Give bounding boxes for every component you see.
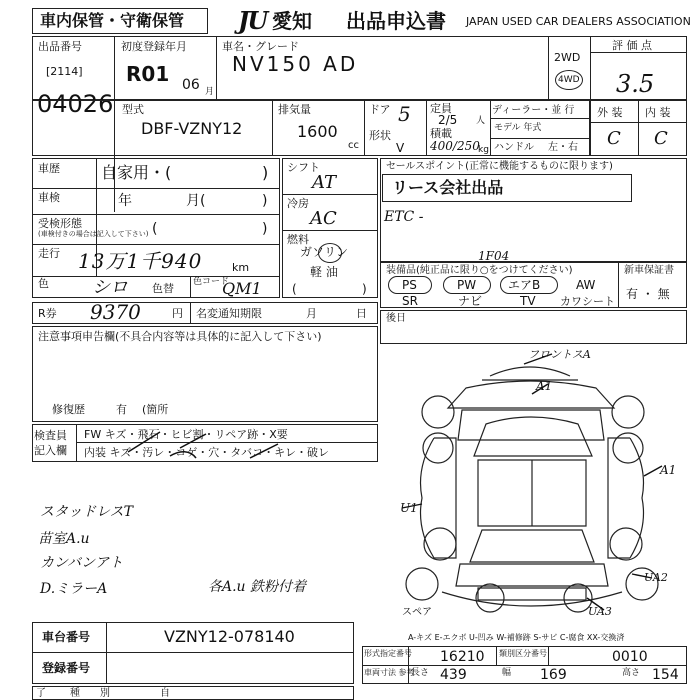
inspection-label: 車検 bbox=[38, 191, 60, 204]
shape-value: V bbox=[396, 141, 405, 155]
history-close: ) bbox=[262, 163, 269, 182]
registration-month: 06 bbox=[182, 77, 200, 93]
spec-height: 154 bbox=[652, 667, 679, 683]
form-title: 出品申込書 bbox=[346, 9, 446, 33]
mileage-unit: km bbox=[232, 261, 250, 274]
warranty-label: 新車保証書 bbox=[624, 265, 674, 276]
color-code: QM1 bbox=[222, 279, 262, 298]
equipment-airbag: エアB bbox=[508, 278, 541, 292]
reg-number-label: 登録番号 bbox=[42, 661, 91, 675]
doors-value: 5 bbox=[398, 102, 411, 126]
exterior-label: 外 装 bbox=[597, 106, 623, 119]
diagram-label-ua3: UA3 bbox=[588, 605, 612, 618]
repair-spot: (箇所 bbox=[142, 403, 169, 416]
rating-label: 評 価 点 bbox=[612, 39, 652, 52]
sales-point-line2: ETC - bbox=[384, 209, 424, 225]
handle-options: 左・右 bbox=[548, 142, 578, 153]
diagram-label-a1-front: A1 bbox=[536, 379, 553, 393]
equipment-handwritten: 1F04 bbox=[478, 249, 510, 263]
chassis-value: VZNY12-078140 bbox=[164, 627, 295, 646]
rating-frame bbox=[590, 36, 687, 156]
equipment-ps: PS bbox=[402, 278, 417, 292]
history-value: 自家用・( bbox=[101, 163, 172, 182]
car-name-value: NV150 AD bbox=[232, 52, 359, 76]
model-label: 型式 bbox=[122, 103, 144, 116]
drive-4wd: 4WD bbox=[558, 75, 580, 85]
exterior-grade: C bbox=[607, 128, 621, 149]
remark-1: スタッドレスT bbox=[40, 504, 133, 520]
shape-label: 形状 bbox=[369, 129, 391, 142]
recycle-unit: 円 bbox=[172, 307, 183, 320]
remark-2: 苗室A.u bbox=[38, 531, 90, 547]
fuel-label: 燃料 bbox=[287, 233, 309, 246]
diagram-label-a1-right: A1 bbox=[660, 463, 677, 477]
color-value: シロ bbox=[92, 277, 128, 298]
inspector-fw-row: FW キズ・飛石・ヒビ割・リペア跡・X要 bbox=[84, 428, 288, 441]
load-unit: kg bbox=[478, 145, 489, 155]
model-value: DBF-VZNY12 bbox=[141, 119, 243, 138]
registration-year: R01 bbox=[126, 62, 170, 86]
name-change-day: 日 bbox=[356, 307, 367, 320]
fuel-open: ( bbox=[292, 282, 297, 296]
repair-value: 有 bbox=[116, 403, 127, 416]
storage-text: 車内保管・守衛保管 bbox=[40, 11, 185, 30]
spec-type-value: 16210 bbox=[440, 649, 485, 665]
footer-doc-5: 自 bbox=[160, 688, 170, 699]
name-change-month: 月 bbox=[306, 307, 317, 320]
load-label: 積載 bbox=[430, 127, 452, 140]
drive-2wd: 2WD bbox=[554, 51, 581, 64]
displacement-label: 排気量 bbox=[278, 103, 311, 116]
car-damage-diagram bbox=[382, 348, 682, 638]
spec-width-label: 幅 bbox=[502, 668, 512, 678]
footer-frame bbox=[32, 686, 354, 700]
inspection-year: 年 bbox=[118, 193, 132, 209]
fuel-close: ) bbox=[362, 282, 367, 296]
spec-size-label: 車両寸法 参考 bbox=[364, 668, 415, 677]
footer-doc-1: 了 bbox=[36, 688, 46, 699]
displacement-value: 1600 bbox=[297, 122, 338, 141]
color-label: 色 bbox=[38, 277, 49, 290]
spec-class-value: 0010 bbox=[612, 649, 648, 665]
spec-class-label: 類別区分番号 bbox=[499, 649, 547, 658]
inspector-interior-row: 内装 キズ・汚レ・コゲ・穴・タバコ・キレ・破レ bbox=[84, 446, 330, 459]
shift-label: シフト bbox=[287, 161, 320, 174]
lot-label: 出品番号 bbox=[38, 40, 82, 53]
recycle-label: R券 bbox=[38, 307, 57, 320]
fuel-options-1: ガソリン bbox=[300, 245, 349, 259]
footer-doc-2: 種 bbox=[70, 688, 80, 699]
capacity-value: 2/5 bbox=[438, 113, 458, 127]
registration-month-unit: 月 bbox=[205, 87, 215, 97]
shift-value: AT bbox=[312, 172, 337, 193]
diagram-label-spare: スペア bbox=[402, 607, 432, 618]
dealer-label: ディーラー・並 行 bbox=[492, 105, 575, 116]
association-english: JAPAN USED CAR DEALERS ASSOCIATION bbox=[466, 15, 691, 28]
spec-width: 169 bbox=[540, 667, 567, 683]
capacity-unit: 人 bbox=[476, 116, 486, 126]
lot-code: [2114] bbox=[46, 65, 83, 78]
color-code-label: 色コード bbox=[193, 277, 230, 287]
footer-doc-3: 別 bbox=[100, 688, 110, 699]
spec-type-label: 形式指定番号 bbox=[364, 649, 412, 658]
aircon-label: 冷房 bbox=[287, 197, 309, 210]
sales-point-label: セールスポイント(正常に機能するものに限ります) bbox=[386, 161, 613, 172]
mileage-label: 走行 bbox=[38, 247, 60, 260]
receiving-label: 受検形態 bbox=[38, 217, 82, 230]
spec-length-label: 長さ bbox=[411, 668, 430, 678]
displacement-unit: cc bbox=[348, 140, 359, 151]
load-value: 400/250 bbox=[430, 139, 480, 153]
car-name-label: 車名・グレード bbox=[222, 40, 299, 53]
damage-legend: A-キズ E-エクボ U-凹み W-補修跡 S-サビ C-腐食 XX-交換済 bbox=[408, 633, 625, 642]
repair-label: 修復歴 bbox=[52, 403, 85, 416]
recycle-value: 9370 bbox=[90, 300, 141, 324]
interior-grade: C bbox=[654, 128, 668, 149]
inspection-close: ) bbox=[262, 193, 268, 209]
lot-number: 04026 bbox=[37, 90, 114, 118]
equipment-tv: TV bbox=[520, 294, 536, 308]
rating-score: 3.5 bbox=[616, 70, 655, 98]
spec-height-label: 高さ bbox=[622, 668, 641, 678]
inspection-month: 月( bbox=[186, 193, 206, 209]
color-change-label: 色替 bbox=[152, 282, 174, 295]
remark-3: カンバンアト bbox=[40, 555, 124, 571]
receiving-close: ) bbox=[262, 221, 268, 237]
spec-length: 439 bbox=[440, 667, 467, 683]
inspector-label-2: 記入欄 bbox=[34, 444, 67, 457]
receiving-open: ( bbox=[152, 221, 158, 237]
equipment-label: 装備品(純正品に限り○をつけてください) bbox=[386, 265, 573, 276]
association-name: 愛知 bbox=[272, 9, 312, 33]
equipment-pw: PW bbox=[457, 278, 477, 292]
diagram-label-top: フロントスA bbox=[528, 348, 591, 361]
remark-5: 各A.u 鉄粉付着 bbox=[208, 579, 307, 595]
ju-logo: JU bbox=[238, 6, 267, 35]
warranty-options: 有 ・ 無 bbox=[626, 287, 670, 301]
fuel-options-2: 軽 油 bbox=[310, 265, 338, 279]
equipment-aw: AW bbox=[576, 278, 596, 292]
later-label: 後日 bbox=[386, 313, 406, 324]
remark-4: D.ミラーA bbox=[40, 581, 108, 597]
equipment-seat: カワシート bbox=[560, 295, 615, 308]
model-year-label: モデル 年式 bbox=[494, 123, 542, 133]
equipment-navi: ナビ bbox=[458, 294, 483, 308]
sales-point-line1: リース会社出品 bbox=[392, 178, 504, 197]
aircon-value: AC bbox=[310, 208, 337, 229]
handle-label: ハンドル bbox=[494, 142, 534, 153]
capacity-label: 定員 bbox=[430, 102, 452, 115]
name-change-label: 名変通知期限 bbox=[196, 307, 262, 320]
diagram-label-ua2: UA2 bbox=[644, 571, 668, 584]
mileage-value: 13万1千940 bbox=[78, 249, 203, 273]
notes-label: 注意事項申告欄(不具合内容等は具体的に記入して下さい) bbox=[38, 330, 322, 343]
receiving-note: (車検付きの場合は記入して下さい) bbox=[38, 230, 149, 238]
doors-label: ドア bbox=[369, 103, 391, 116]
inspector-strikes bbox=[110, 424, 310, 464]
registration-label: 初度登録年月 bbox=[121, 40, 187, 53]
equipment-sr: SR bbox=[402, 294, 418, 308]
inspector-label-1: 検査員 bbox=[34, 429, 67, 442]
interior-label: 内 装 bbox=[645, 106, 671, 119]
history-label: 車歴 bbox=[38, 162, 60, 175]
diagram-label-u1: U1 bbox=[400, 501, 418, 515]
chassis-label: 車台番号 bbox=[42, 630, 91, 644]
later-frame bbox=[380, 310, 687, 344]
